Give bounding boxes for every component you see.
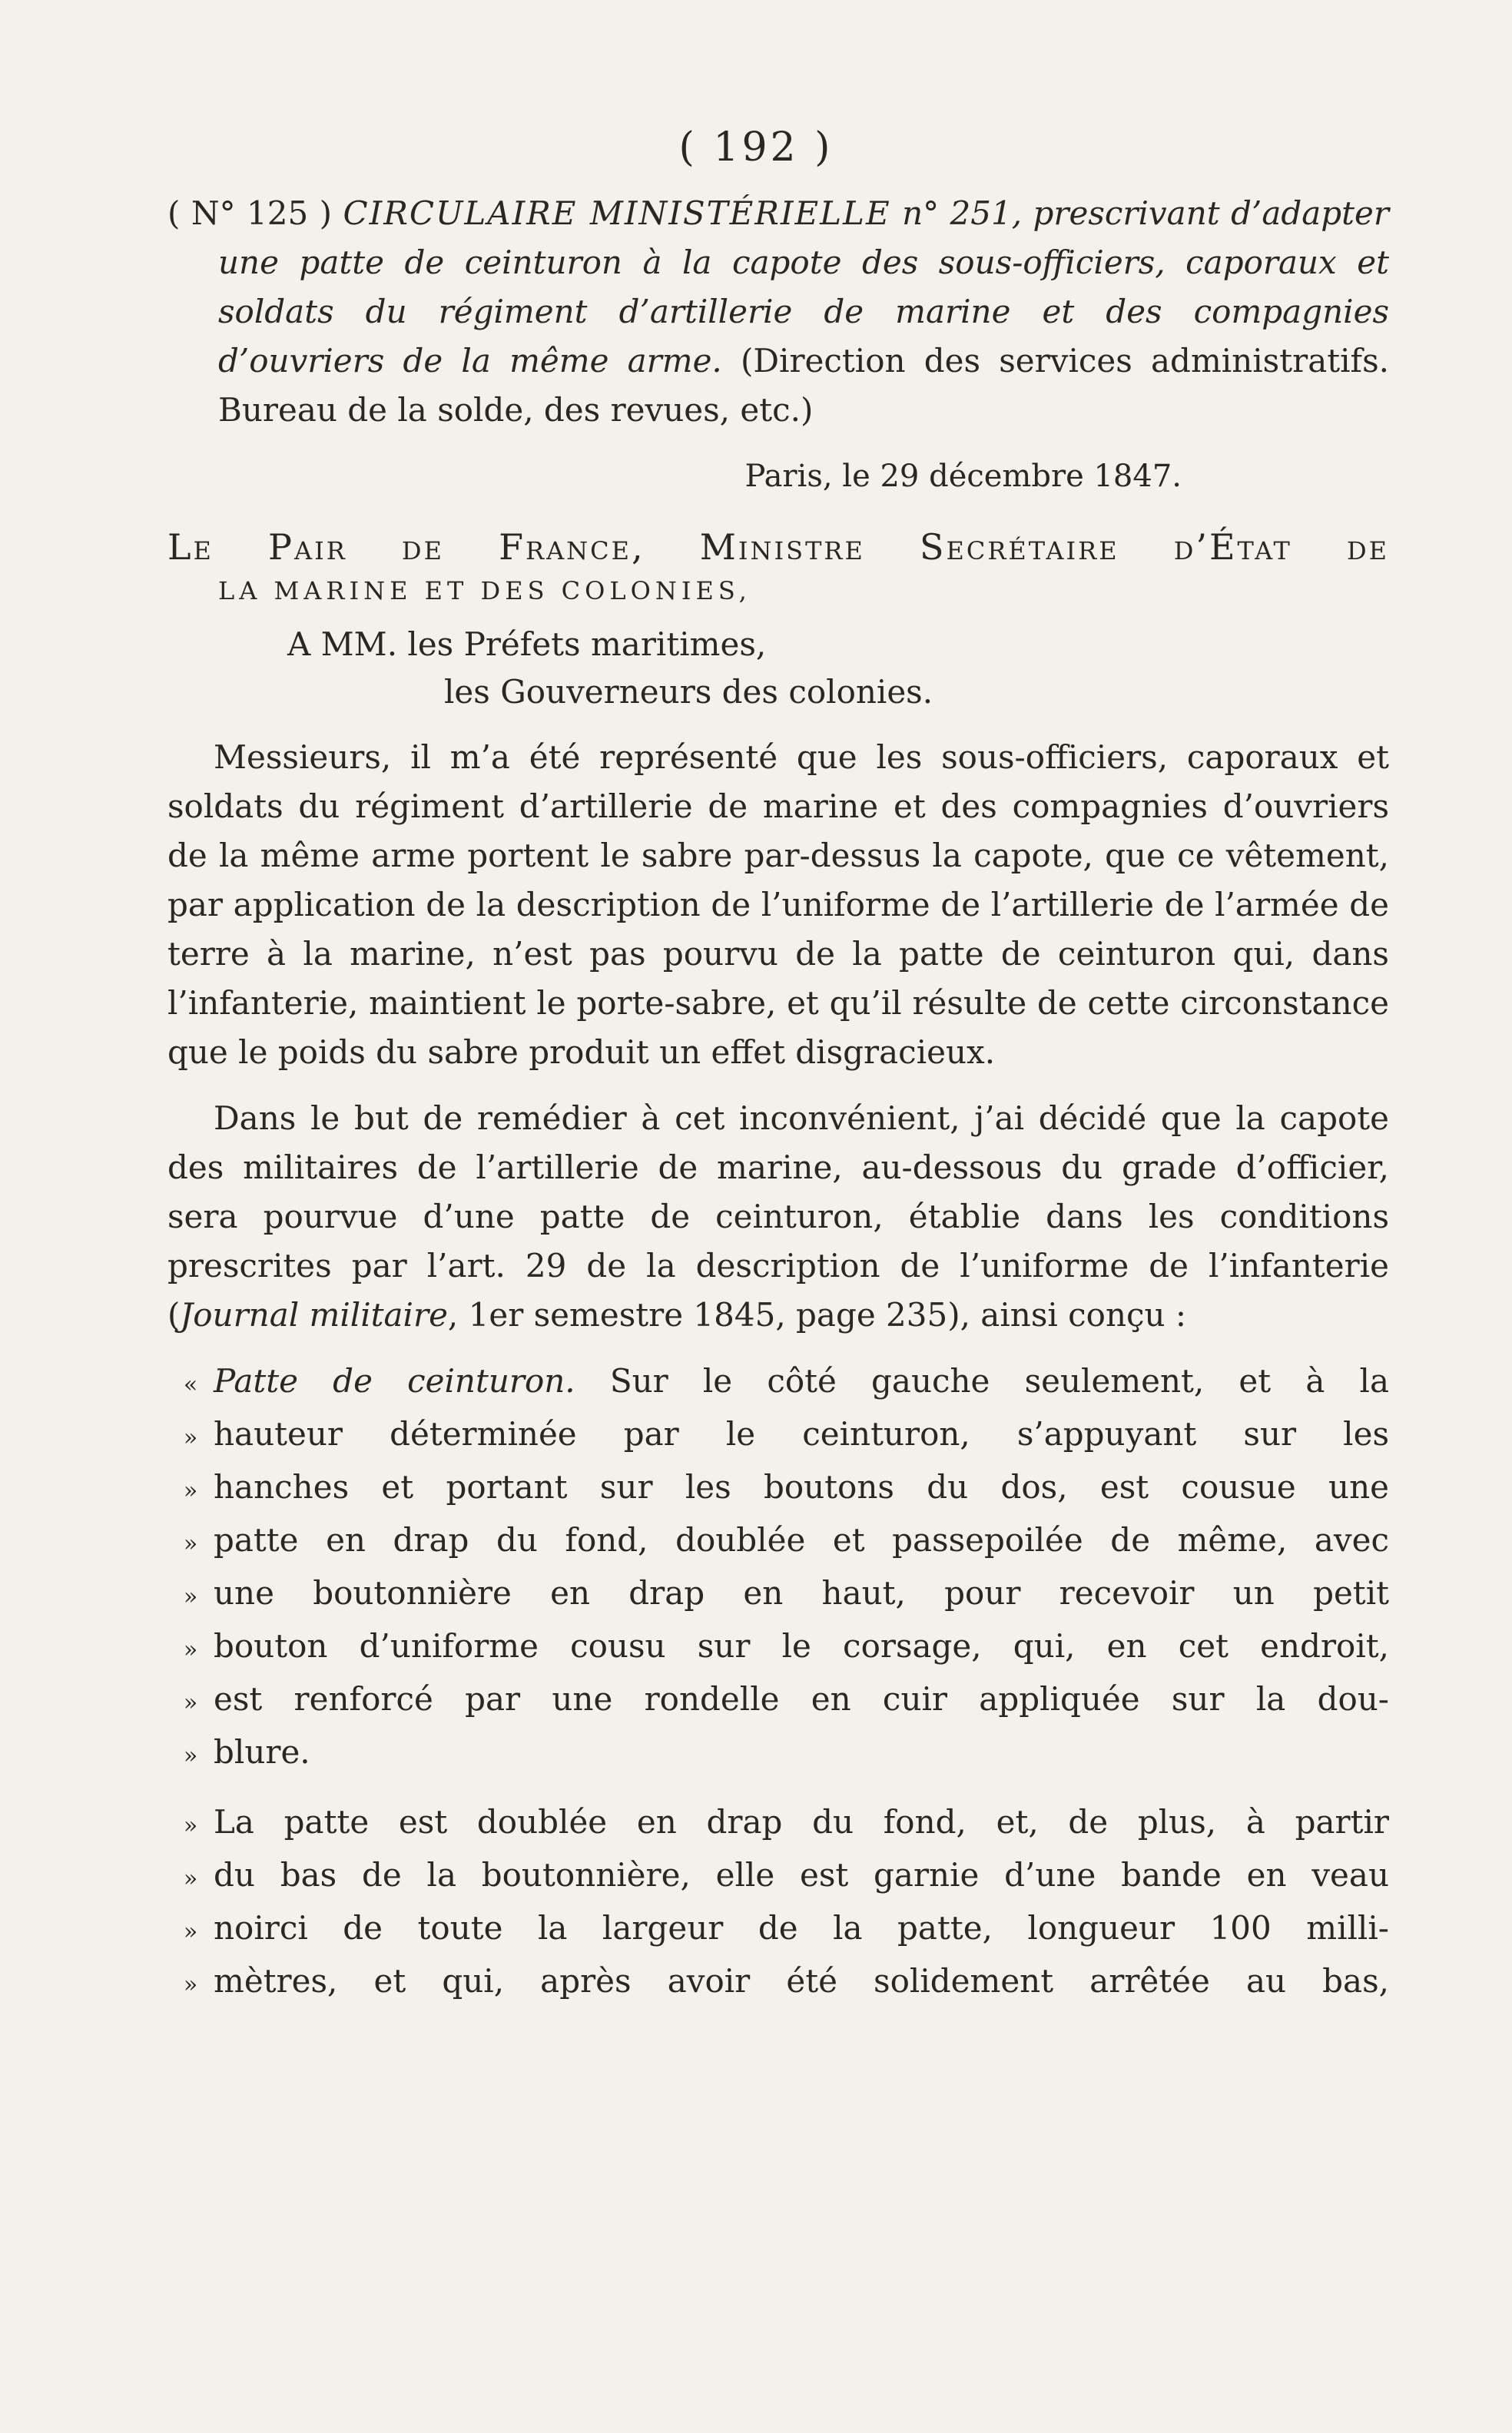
dateline: Paris, le 29 décembre 1847. xyxy=(744,459,1182,494)
quote-line: » hanches et portant sur les boutons du dos, est cousue une xyxy=(183,1468,1389,1506)
quote-line: » mètres, et qui, après avoir été solidement arrêtée au bas, xyxy=(183,1962,1389,2000)
addressee-2: les Gouverneurs des colonies. xyxy=(444,673,933,711)
quote-line: » La patte est doublée en drap du fond, et, de plus, à partir xyxy=(183,1803,1389,1841)
circular-title: CIRCULAIRE MINISTÉRIELLE xyxy=(343,194,891,232)
quote-line: » est renforcé par une rondelle en cuir appliquée sur la dou- xyxy=(183,1680,1389,1718)
circular-heading xyxy=(167,189,1389,435)
page-number: ( 192 ) xyxy=(678,124,834,171)
quotation-1 xyxy=(167,1357,1389,1781)
addressee-1: A MM. les Préfets maritimes, xyxy=(287,625,767,663)
paragraph-2-text-a: Dans le but de remédier à cet inconvénient, j’ai décidé que la capote des militaires de l’artillerie de marine, au-dessous du grade d’officier, sera pourvue d’une patte de ceinturon, établie dans les conditions prescrites par l’art. 29 de la description de l’uniforme de l’infanterie ( xyxy=(167,1099,1389,1334)
quote-line: « Patte de ceinturon. Sur le côté gauche seulement, et à la xyxy=(167,1357,1389,1410)
journal-reference: Journal militaire xyxy=(180,1296,448,1334)
circular-title-number: n° 251, xyxy=(902,194,1023,232)
minister-title-line1: Le Pair de France, Ministre Secrétaire d’État de xyxy=(167,526,1389,568)
minister-title-line2: LA MARINE ET DES COLONIES, xyxy=(218,576,751,605)
quote-line: » noirci de toute la largeur de la patte, longueur 100 milli- xyxy=(183,1909,1389,1947)
paragraph-2-text-b: , 1er semestre 1845, page 235), ainsi conçu : xyxy=(447,1296,1187,1334)
paragraph-1: Messieurs, il m’a été représenté que les sous-officiers, caporaux et soldats du régiment d’artillerie de marine et des compagnies d’ouvriers de la même arme portent le sabre par-dessus la capote, que ce vêtement, par application de la description de l’uniforme de l’artillerie de l’armée de terre à la marine, n’est pas pourvu de la patte de ceinturon qui, dans l’infanterie, maintient le porte-sabre, et qu’il résulte de cette circonstance que le poids du sabre produit un effet disgracieux. xyxy=(167,738,1389,1071)
quote-line: » patte en drap du fond, doublée et passepoilée de même, avec xyxy=(183,1521,1389,1559)
quote-lead: Patte de ceinturon. xyxy=(214,1362,575,1400)
quote-line: » du bas de la boutonnière, elle est garnie d’une bande en veau xyxy=(183,1856,1389,1894)
quote-line: » une boutonnière en drap en haut, pour recevoir un petit xyxy=(183,1574,1389,1612)
circular-number: ( N° 125 ) xyxy=(167,194,333,232)
circular-subject: prescrivant d’adapter une patte de ceinturon à la capote des sous-officiers, caporaux et soldats du régiment d’artillerie de marine et des compagnies d’ouvriers de la même arme. xyxy=(218,194,1389,380)
paragraph-2 xyxy=(167,1094,1389,1340)
circular-direction: (Direction des services administratifs. Bureau de la solde, des revues, etc.) xyxy=(218,342,1389,429)
quote-open-mark: « xyxy=(183,1371,198,1398)
quote-line: » hauteur déterminée par le ceinturon, s’appuyant sur les xyxy=(183,1415,1389,1453)
quote-line: » bouton d’uniforme cousu sur le corsage, qui, en cet endroit, xyxy=(183,1627,1389,1665)
quotation-2 xyxy=(167,1798,1389,2010)
quote-line: » blure. xyxy=(183,1733,310,1771)
